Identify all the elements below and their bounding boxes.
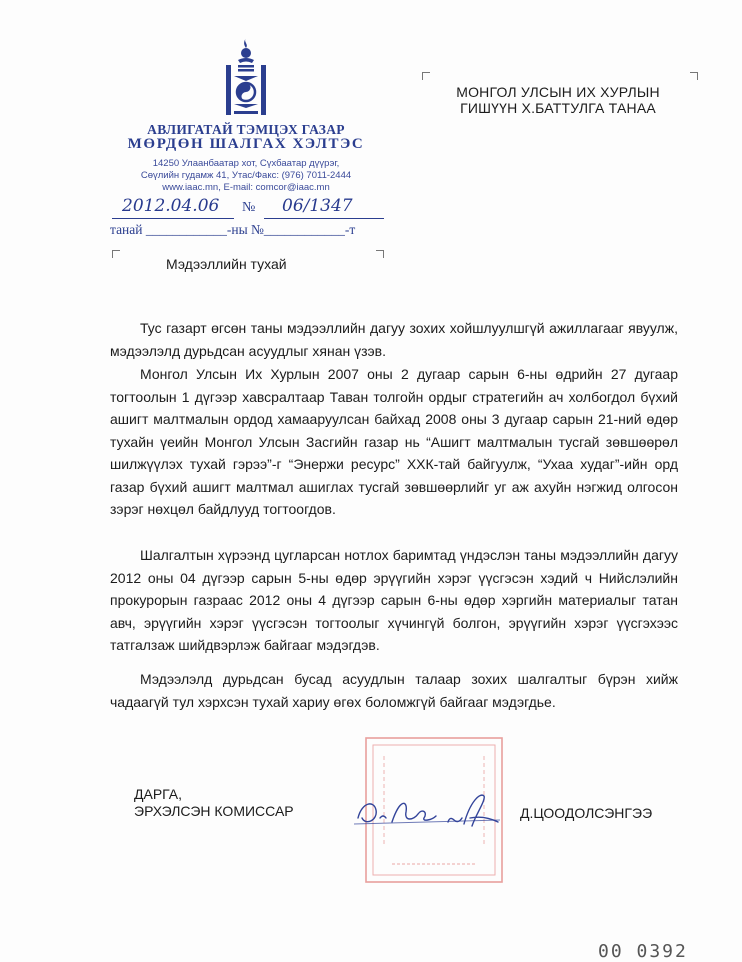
date-underline xyxy=(112,218,234,219)
body-paragraph-4-text: Мэдээлэлд дурьдсан бусад асуудлын талаар зохих шалгалтыг бүрэн хийж чадаагүй тул хэрхсэн тухай хариу өгөх боломжгүй байгааг мэдэгдье. xyxy=(110,671,678,710)
body-paragraph-3-text: Шалгалтын хүрээнд цугларсан нотлох баримтад үндэслэн таны мэдээллийн дагуу 2012 оны 04 дүгээр сарын 5-ны өдөр эрүүгийн хэрэг үүсгэсэн хэдий ч Нийслэлийн прокурорын газраас 2012 оны 4 дүгээр сарын 6-ны өдөр хэргийн материалыг татан авч, эрүүгийн хэрэг үүсгэсэн тогтоолыг хүчингүй болгон, эрүүгийн хэрэг үүсгэхээс татгалзаж шийдвэрлэж байгааг мэдэгдэв. xyxy=(110,547,678,653)
recipient-corner-tr xyxy=(690,72,698,80)
number-label: № xyxy=(242,200,256,215)
org-name-line1: АВЛИГАТАЙ ТЭМЦЭХ ГАЗАР xyxy=(147,122,345,137)
soyombo-emblem-icon xyxy=(218,36,274,122)
recipient-line2: ГИШҮҮН Х.БАТТУЛГА ТАНАА xyxy=(460,100,656,116)
recipient-corner-tl xyxy=(422,72,430,80)
body-paragraph-3 xyxy=(110,544,678,657)
body-paragraph-4 xyxy=(110,668,678,713)
signer-title-line2: ЭРХЭЛСЭН КОМИССАР xyxy=(134,803,294,819)
body-paragraph-1-text: Тус газарт өгсөн таны мэдээллийн дагуу зохих хойшлуулшгүй ажиллагааг явуулж, мэдээлэлд дурьдсан асуудлыг хянан үзэв. xyxy=(110,320,678,359)
body-paragraph-2-text: Монгол Улсын Их Хурлын 2007 оны 2 дугаар сарын 6-ны өдрийн 27 дугаар тогтоолын 1 дүгээр хавсралтаар Таван толгойн ордыг стратегийн ач холбогдол бүхий ашигт малтмалын ордод хамааруулсан байхад 2008 оны 3 дугаар сарын 21-ний өдөр тухайн үеийн Монгол Улсын Засгийн газар нь “Ашигт малтмалын тусгай зөвшөөрөл шилжүүлэх тухай гэрээ”-г “Энержи ресурс” ХХК-тай байгуулж, “Ухаа худаг”-ийн орд газар бүхий ашигт малтмал ашиглах тусгай зөвшөөрлийг уг аж ахуйн нэгжид олгосон зэрэг нөхцөл байдлууд тогтоогдов. xyxy=(110,366,678,517)
body-paragraph-1 xyxy=(110,317,678,362)
body-paragraph-2 xyxy=(110,363,678,521)
address-line3: www.iaac.mn, E-mail: comcor@iaac.mn xyxy=(162,182,330,193)
signer-name: Д.ЦООДОЛСЭНГЭЭ xyxy=(520,805,653,821)
org-name-line2: МӨРДӨН ШАЛГАХ ХЭЛТЭС xyxy=(127,136,365,152)
subject-corner-tl xyxy=(112,250,120,258)
recipient-line1: МОНГОЛ УЛСЫН ИХ ХУРЛЫН xyxy=(456,84,660,100)
address-line1: 14250 Улаанбаатар хот, Сүхбаатар дүүрэг, xyxy=(152,158,340,169)
handwritten-date: 2012.04.06 xyxy=(122,196,220,216)
reference-line xyxy=(104,196,384,224)
number-underline xyxy=(264,218,384,219)
signer-title-line1: ДАРГА, xyxy=(134,786,183,802)
handwritten-signature-icon xyxy=(352,788,502,834)
subject-corner-tr xyxy=(376,250,384,258)
address-line2: Сөүлийн гудамж 41, Утас/Факс: (976) 7011-2444 xyxy=(140,170,352,181)
document-serial-number: 00 0392 xyxy=(598,941,688,962)
subject-title: Мэдээллийн тухай xyxy=(166,256,287,272)
handwritten-number: 06/1347 xyxy=(282,196,353,216)
your-reference-line: танай ____________-ны №____________-т xyxy=(110,222,356,237)
